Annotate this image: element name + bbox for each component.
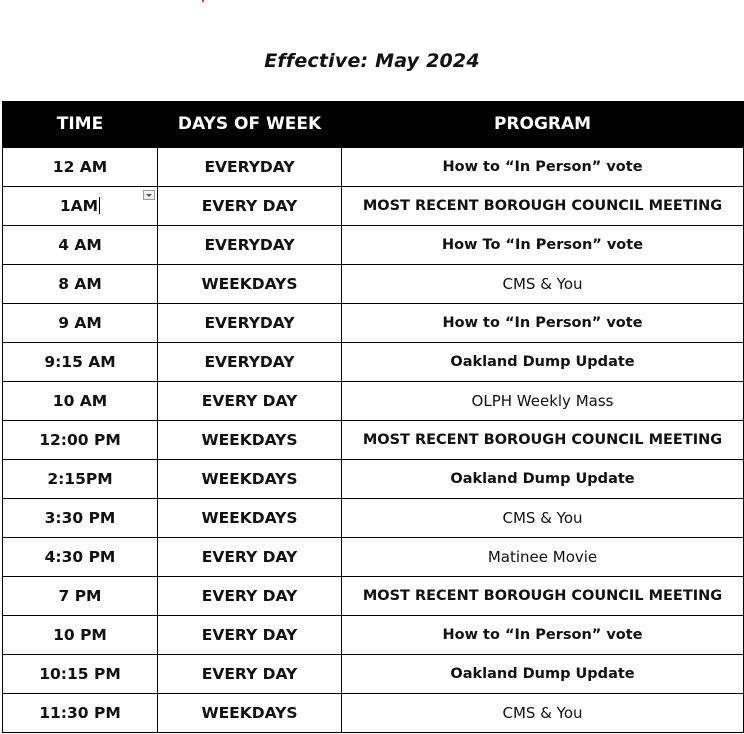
table-row: [3, 694, 744, 733]
program-cell[interactable]: How to “In Person” vote: [342, 304, 744, 343]
program-cell[interactable]: Matinee Movie: [342, 538, 744, 577]
days-cell[interactable]: WEEKDAYS: [158, 421, 342, 460]
time-cell[interactable]: 9:15 AM: [3, 343, 158, 382]
days-cell[interactable]: EVERYDAY: [158, 304, 342, 343]
schedule-table: [2, 101, 744, 733]
program-cell[interactable]: CMS & You: [342, 499, 744, 538]
program-cell[interactable]: CMS & You: [342, 694, 744, 733]
table-row: [3, 304, 744, 343]
days-cell[interactable]: EVERY DAY: [158, 538, 342, 577]
table-row: [3, 187, 744, 226]
program-cell[interactable]: MOST RECENT BOROUGH COUNCIL MEETING: [342, 187, 744, 226]
table-row: [3, 148, 744, 187]
time-cell[interactable]: 10 PM: [3, 616, 158, 655]
time-cell[interactable]: 11:30 PM: [3, 694, 158, 733]
time-cell[interactable]: 4 AM: [3, 226, 158, 265]
days-cell[interactable]: EVERY DAY: [158, 577, 342, 616]
days-cell[interactable]: EVERY DAY: [158, 382, 342, 421]
days-cell[interactable]: WEEKDAYS: [158, 265, 342, 304]
table-row: [3, 499, 744, 538]
table-row: [3, 382, 744, 421]
days-cell[interactable]: WEEKDAYS: [158, 694, 342, 733]
time-cell[interactable]: 10:15 PM: [3, 655, 158, 694]
column-header-program: PROGRAM: [342, 101, 744, 148]
days-cell[interactable]: EVERY DAY: [158, 187, 342, 226]
table-row: [3, 577, 744, 616]
program-cell[interactable]: How to “In Person” vote: [342, 616, 744, 655]
time-cell[interactable]: 12:00 PM: [3, 421, 158, 460]
days-cell[interactable]: EVERY DAY: [158, 616, 342, 655]
program-cell[interactable]: OLPH Weekly Mass: [342, 382, 744, 421]
time-cell[interactable]: 10 AM: [3, 382, 158, 421]
text-cursor: [99, 197, 100, 214]
program-cell[interactable]: How To “In Person” vote: [342, 226, 744, 265]
time-cell[interactable]: 8 AM: [3, 265, 158, 304]
days-cell[interactable]: WEEKDAYS: [158, 460, 342, 499]
program-cell[interactable]: MOST RECENT BOROUGH COUNCIL MEETING: [342, 421, 744, 460]
time-cell[interactable]: 9 AM: [3, 304, 158, 343]
effective-date-heading: Effective: May 2024: [264, 50, 480, 72]
time-cell[interactable]: 7 PM: [3, 577, 158, 616]
column-header-time: TIME: [3, 101, 158, 148]
days-cell[interactable]: EVERYDAY: [158, 226, 342, 265]
header-row: [3, 101, 744, 148]
days-cell[interactable]: EVERYDAY: [158, 148, 342, 187]
days-cell[interactable]: WEEKDAYS: [158, 499, 342, 538]
program-cell[interactable]: MOST RECENT BOROUGH COUNCIL MEETING: [342, 577, 744, 616]
program-cell[interactable]: Oakland Dump Update: [342, 460, 744, 499]
program-cell[interactable]: Oakland Dump Update: [342, 343, 744, 382]
program-cell[interactable]: Oakland Dump Update: [342, 655, 744, 694]
table-row: [3, 460, 744, 499]
dropdown-arrow-icon[interactable]: [143, 190, 155, 200]
days-cell[interactable]: EVERY DAY: [158, 655, 342, 694]
time-cell-text: 1AM: [59, 197, 99, 215]
program-cell[interactable]: How to “In Person” vote: [342, 148, 744, 187]
days-cell[interactable]: EVERYDAY: [158, 343, 342, 382]
time-cell[interactable]: 2:15PM: [3, 460, 158, 499]
time-cell-active[interactable]: [3, 187, 158, 226]
table-row: [3, 616, 744, 655]
table-row: [3, 538, 744, 577]
time-cell[interactable]: 12 AM: [3, 148, 158, 187]
table-row: [3, 265, 744, 304]
page-mark: [202, 0, 204, 2]
column-header-days: DAYS OF WEEK: [158, 101, 342, 148]
table-row: [3, 343, 744, 382]
program-cell[interactable]: CMS & You: [342, 265, 744, 304]
time-cell[interactable]: 3:30 PM: [3, 499, 158, 538]
table-row: [3, 421, 744, 460]
time-cell[interactable]: 4:30 PM: [3, 538, 158, 577]
table-row: [3, 226, 744, 265]
table-row: [3, 655, 744, 694]
